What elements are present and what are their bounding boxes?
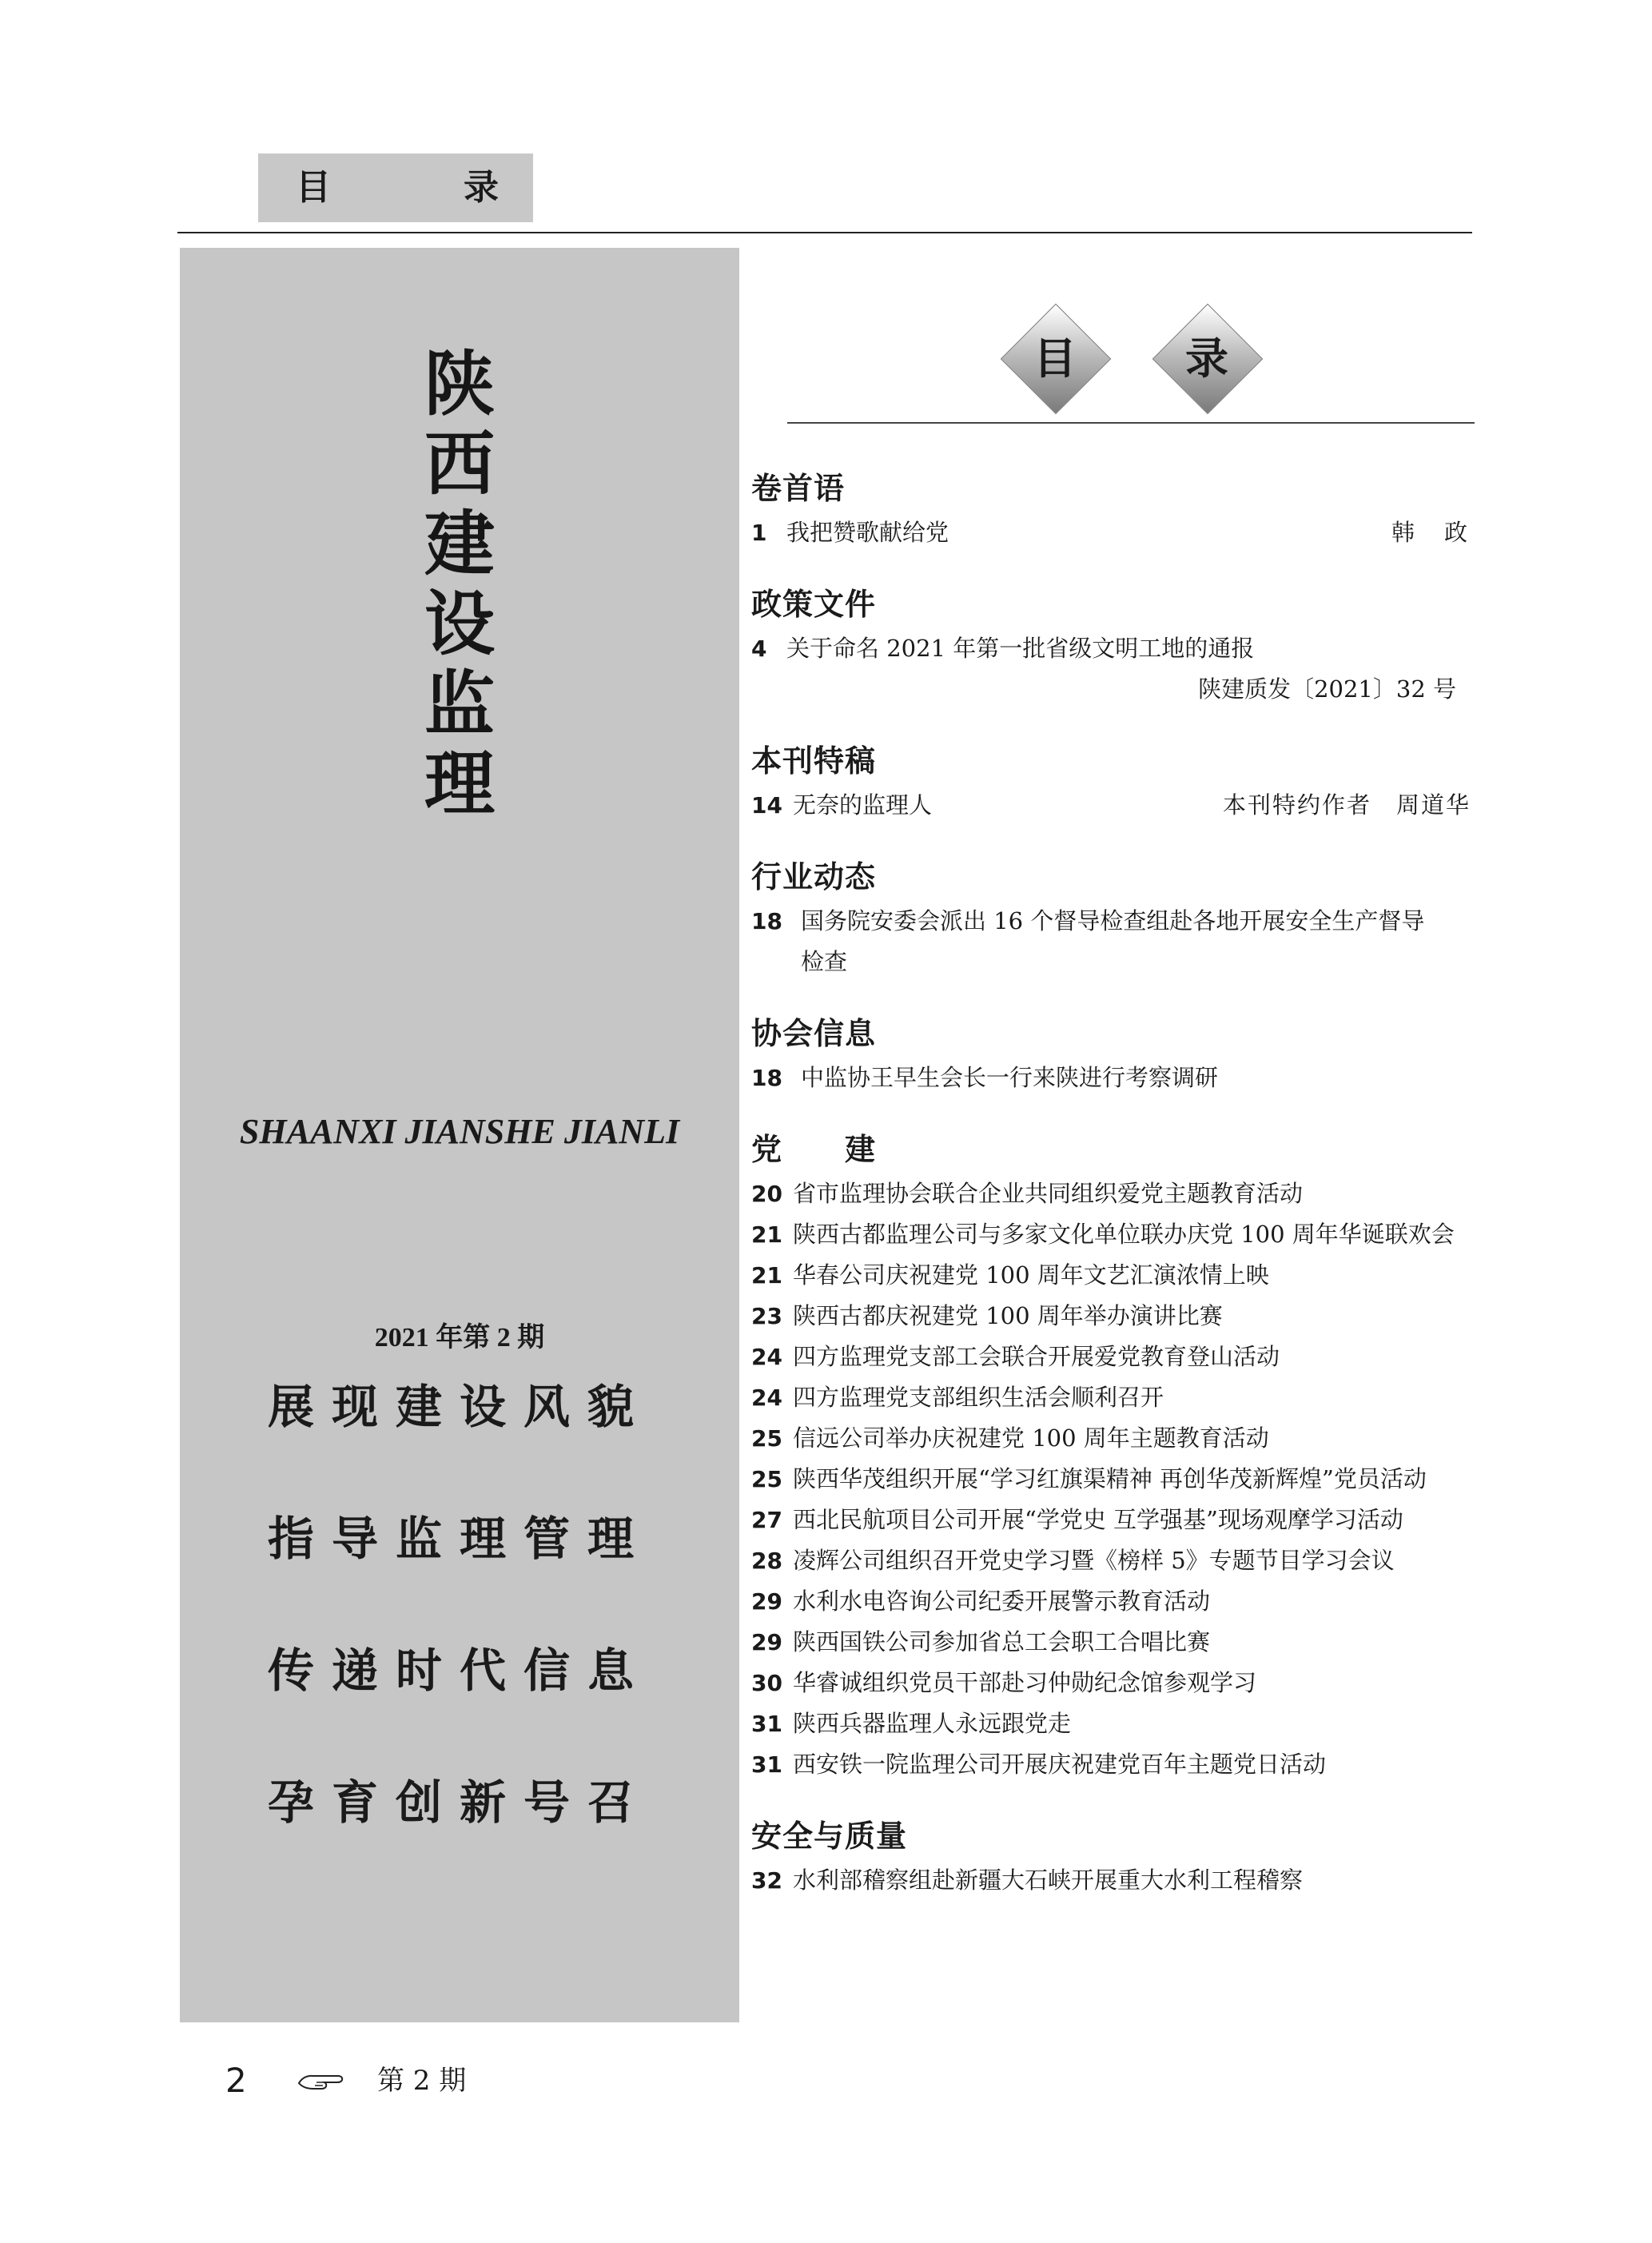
- page-number: 27: [751, 1507, 782, 1533]
- header-char-lu: 录: [464, 167, 499, 208]
- toc-entry[interactable]: [751, 1622, 1471, 1663]
- article-title: 省市监理协会联合企业共同组织爱党主题教育活动: [793, 1180, 1304, 1207]
- toc-entry[interactable]: [751, 1744, 1471, 1785]
- magazine-title-char: 陕: [424, 342, 495, 425]
- toc-entry[interactable]: [751, 1337, 1471, 1377]
- toc-entry[interactable]: [751, 1214, 1471, 1255]
- section-title: 协会信息: [751, 1016, 877, 1051]
- toc-heading-char: 目: [1033, 333, 1077, 384]
- article-title: 陕西古都庆祝建党 100 周年举办演讲比赛: [793, 1302, 1223, 1329]
- page-number: 29: [751, 1629, 782, 1655]
- toc-entry[interactable]: [751, 1377, 1471, 1418]
- page-number: 31: [751, 1711, 782, 1737]
- toc-entry[interactable]: [751, 785, 1471, 826]
- toc-section: [751, 856, 1471, 982]
- toc-entry[interactable]: [751, 628, 1471, 669]
- toc-entry[interactable]: [751, 1058, 1471, 1098]
- header-char-mu: 目: [296, 167, 331, 208]
- toc-entry[interactable]: [751, 1459, 1471, 1500]
- magazine-title-char: 监: [424, 662, 495, 745]
- toc-section: [751, 584, 1471, 710]
- slogan: 传递时代信息: [267, 1643, 651, 1698]
- toc-entry[interactable]: [751, 1703, 1471, 1744]
- article-title: 凌辉公司组织召开党史学习暨《榜样 5》专题节目学习会议: [793, 1547, 1395, 1574]
- toc-entry[interactable]: [751, 1255, 1471, 1296]
- toc-heading-lu: [1151, 302, 1263, 414]
- section-title: 卷首语: [751, 471, 846, 506]
- article-title: 信远公司举办庆祝建党 100 周年主题教育活动: [793, 1424, 1269, 1452]
- article-title: 陕西古都监理公司与多家文化单位联办庆党 100 周年华诞联欢会: [793, 1221, 1455, 1248]
- page-number: 30: [751, 1670, 782, 1696]
- section-title: 行业动态: [751, 859, 877, 894]
- toc-entry[interactable]: [751, 1296, 1471, 1337]
- article-title: 中监协王早生会长一行来陕进行考察调研: [801, 1064, 1219, 1091]
- toc-section: [751, 740, 1471, 826]
- article-title: 华睿诚组织党员干部赴习仲勋纪念馆参观学习: [793, 1669, 1257, 1696]
- page-number: 4: [751, 635, 767, 662]
- page-number: 14: [751, 792, 782, 819]
- page-number: 21: [751, 1221, 782, 1248]
- toc-entry[interactable]: [751, 1173, 1471, 1214]
- slogan: 展现建设风貌: [267, 1380, 651, 1434]
- article-title: 四方监理党支部组织生活会顺利召开: [793, 1384, 1164, 1411]
- table-of-contents: [751, 468, 1471, 1931]
- article-title: 水利部稽察组赴新疆大石峡开展重大水利工程稽察: [793, 1867, 1304, 1894]
- slogan: 孕育创新号召: [267, 1775, 651, 1830]
- footer-issue: 第 2 期: [377, 2065, 467, 2097]
- magazine-english-title: SHAANXI JIANSHE JIANLI: [239, 1112, 680, 1151]
- section-title: 党 建: [751, 1132, 877, 1167]
- article-title: 西安铁一院监理公司开展庆祝建党百年主题党日活动: [793, 1751, 1327, 1778]
- toc-entry[interactable]: [751, 1663, 1471, 1703]
- toc-section: [751, 1129, 1471, 1785]
- toc-entry[interactable]: [751, 1581, 1471, 1622]
- page-number: 18: [751, 908, 782, 934]
- page-number: 18: [751, 1065, 782, 1091]
- magazine-title-char: 西: [424, 422, 495, 505]
- magazine-title-char: 设: [424, 582, 495, 665]
- section-title: 本刊特稿: [751, 743, 877, 779]
- section-title: 安全与质量: [751, 1819, 908, 1854]
- article-title: 华春公司庆祝建党 100 周年文艺汇演浓情上映: [793, 1261, 1269, 1289]
- footer-page-number: 2: [225, 2061, 247, 2100]
- magazine-issue: 2021 年第 2 期: [374, 1323, 545, 1353]
- toc-section: [751, 468, 1471, 553]
- document-number: 陕建质发〔2021〕32 号: [1198, 675, 1456, 703]
- page-number: 1: [751, 520, 767, 546]
- toc-entry[interactable]: [751, 512, 1471, 553]
- toc-heading-mu: [999, 302, 1111, 414]
- page-number: 32: [751, 1867, 782, 1894]
- page-number: 29: [751, 1588, 782, 1615]
- toc-section: [751, 1815, 1471, 1901]
- article-title: 关于命名 2021 年第一批省级文明工地的通报: [786, 635, 1255, 662]
- page-number: 23: [751, 1303, 782, 1329]
- article-title: 四方监理党支部工会联合开展爱党教育登山活动: [793, 1343, 1280, 1370]
- article-title: 陕西国铁公司参加省总工会职工合唱比赛: [793, 1628, 1211, 1655]
- header-rule: [177, 232, 1472, 233]
- page-number: 21: [751, 1262, 782, 1289]
- toc-entry[interactable]: [751, 1500, 1471, 1540]
- toc-entry[interactable]: [751, 901, 1471, 942]
- article-title: 无奈的监理人: [793, 791, 933, 819]
- article-author: 本刊特约作者 周道华: [1222, 791, 1471, 819]
- pointing-hand-icon: [297, 2069, 345, 2094]
- toc-entry[interactable]: [751, 1860, 1471, 1901]
- toc-heading-char: 录: [1185, 333, 1228, 384]
- page-number: 28: [751, 1548, 782, 1574]
- slogan: 指导监理管理: [267, 1512, 651, 1566]
- page-number: 31: [751, 1751, 782, 1778]
- article-author: 韩 政: [1391, 519, 1471, 546]
- toc-entry[interactable]: [751, 1418, 1471, 1459]
- toc-rule: [787, 422, 1475, 424]
- article-title: 我把赞歌献给党: [786, 519, 949, 546]
- toc-section: [751, 1013, 1471, 1098]
- article-title: 陕西华茂组织开展“学习红旗渠精神 再创华茂新辉煌”党员活动: [793, 1465, 1427, 1492]
- article-title-continued: 检查: [801, 948, 848, 975]
- page-number: 24: [751, 1344, 782, 1370]
- magazine-title-char: 建: [424, 502, 495, 585]
- section-title: 政策文件: [751, 587, 877, 622]
- article-title: 国务院安委会派出 16 个督导检查组赴各地开展安全生产督导: [801, 907, 1425, 934]
- sidebar-panel: [180, 248, 739, 2022]
- article-title: 陕西兵器监理人永远跟党走: [793, 1710, 1072, 1737]
- article-title: 西北民航项目公司开展“学党史 互学强基”现场观摩学习活动: [793, 1506, 1403, 1533]
- article-title: 水利水电咨询公司纪委开展警示教育活动: [793, 1588, 1211, 1615]
- toc-entry[interactable]: [751, 1540, 1471, 1581]
- page-number: 24: [751, 1384, 782, 1411]
- page-number: 25: [751, 1466, 782, 1492]
- page-number: 25: [751, 1425, 782, 1452]
- page-number: 20: [751, 1181, 782, 1207]
- magazine-title-char: 理: [424, 742, 495, 825]
